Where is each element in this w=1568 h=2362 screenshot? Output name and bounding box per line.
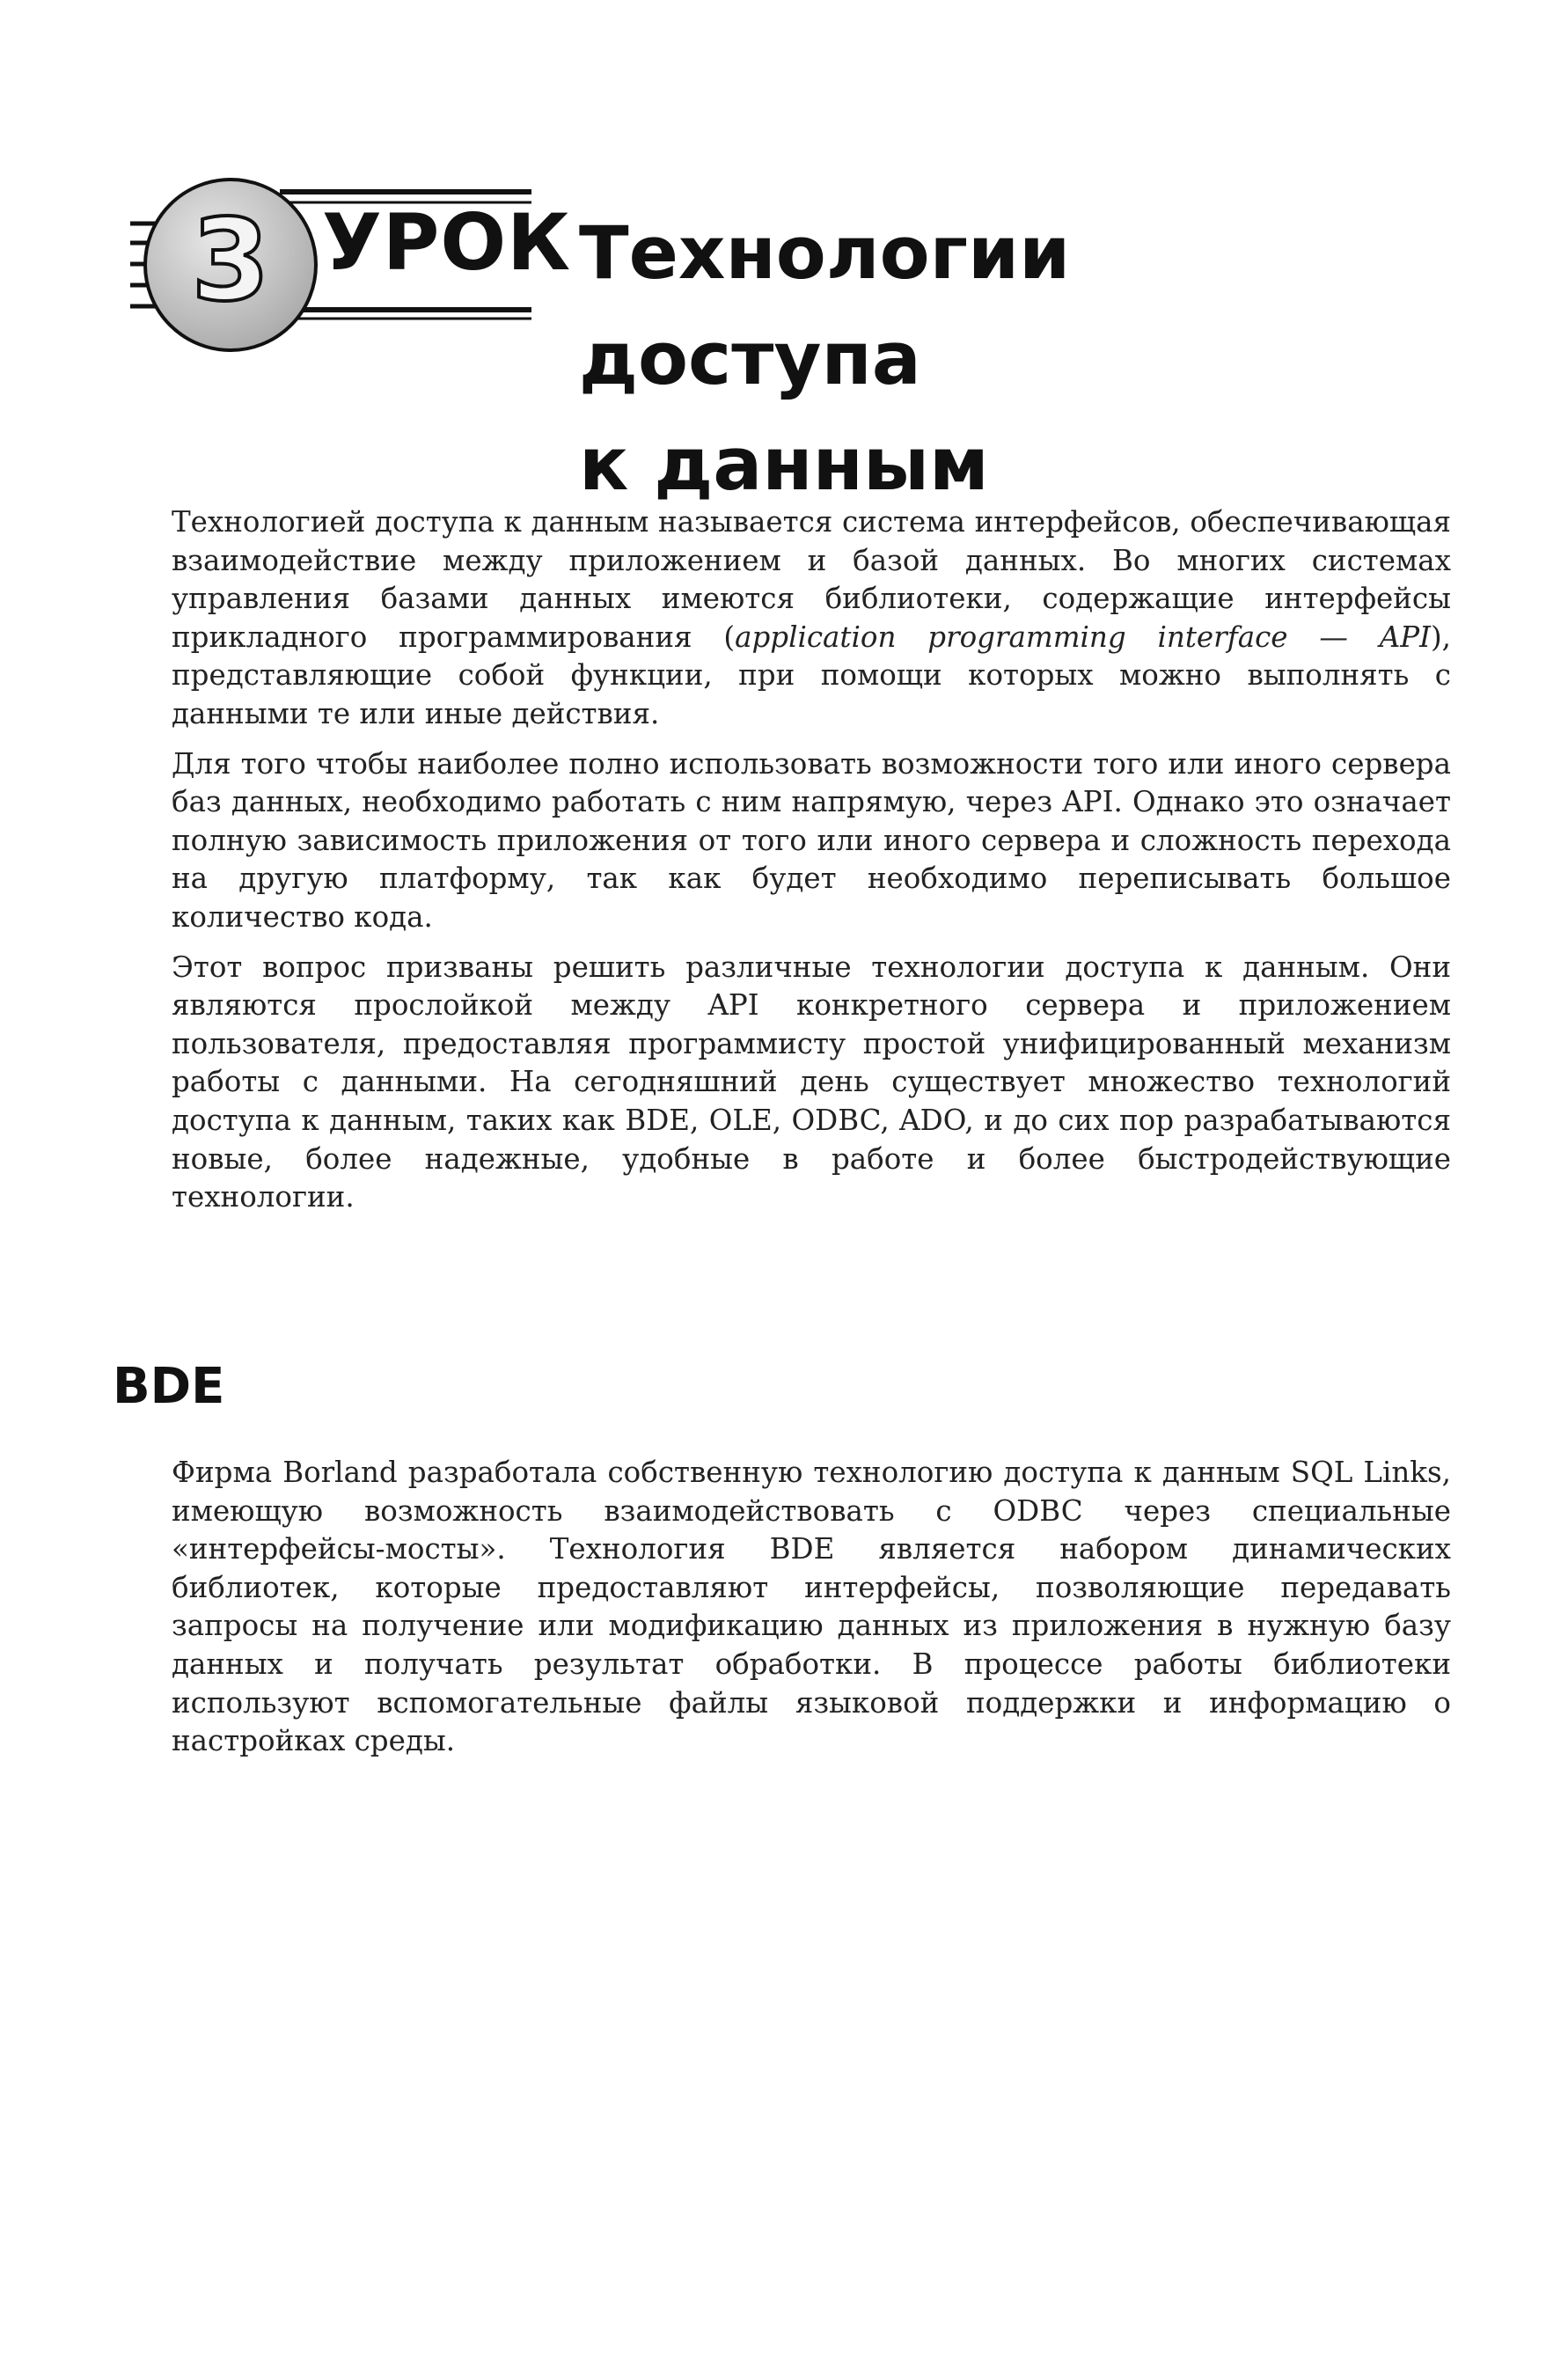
chapter-title <box>579 201 1432 517</box>
chapter-header <box>113 132 1432 507</box>
bde-section <box>172 1454 1451 1772</box>
lesson-label: УРОК <box>322 197 572 288</box>
chapter-title-line-2: к данным <box>579 422 989 507</box>
intro-paragraph-1-text-after: ), представляющие собой функции, при помощи которых можно выполнять с данными те или иные действия. <box>172 620 1451 730</box>
intro-paragraph-1-text-before: Технологией доступа к данным называется система интерфейсов, обеспечивающая взаимодействие между приложением и базой данных. Во многих системах управления базами данных имеются библиотеки, содержащие интерфейсы прикладного программирования ( <box>172 505 1451 654</box>
intro-paragraph-2: Для того чтобы наиболее полно использовать возможности того или иного сервера баз данных, необходимо работать с ним напрямую, через API. Однако это означает полную зависимость приложения от того или иного сервера и сложность перехода на другую платформу, так как будет необходимо переписывать большое количество кода. <box>172 746 1451 934</box>
api-term: application programming interface — API <box>735 620 1431 654</box>
chapter-title-line-1: Технологии доступа <box>579 210 1071 401</box>
chapter-number-circle <box>143 178 318 352</box>
bde-paragraph: Фирма Borland разработала собственную технологию доступа к данным SQL Links, имеющую возможность взаимодействовать с ODBC через специальные «интерфейсы-мосты». Технология BDE является набором динамических библиотек, которые предоставляют интерфейсы, позволяющие передавать запросы на получение или модификацию данных из приложения в нужную базу данных и получать результат обработки. В процессе работы библиотеки используют вспомогательные файлы языковой поддержки и информацию о настройках среды. <box>172 1456 1451 1758</box>
intro-paragraph-1 <box>172 503 1451 734</box>
intro-paragraph-3: Этот вопрос призваны решить различные технологии доступа к данным. Они являются прослойкой между API конкретного сервера и приложением пользователя, предоставляя программисту простой унифицированный механизм работы с данными. На сегодняшний день существует множество технологий доступа к данным, таких как BDE, OLE, ODBC, ADO, и до сих пор разрабатываются новые, более надежные, удобные в работе и более быстродействующие технологии. <box>172 950 1451 1214</box>
lesson-badge <box>113 178 570 354</box>
intro-section <box>172 503 1451 1229</box>
chapter-number: 3 <box>191 195 270 326</box>
section-heading-bde: BDE <box>113 1358 225 1415</box>
